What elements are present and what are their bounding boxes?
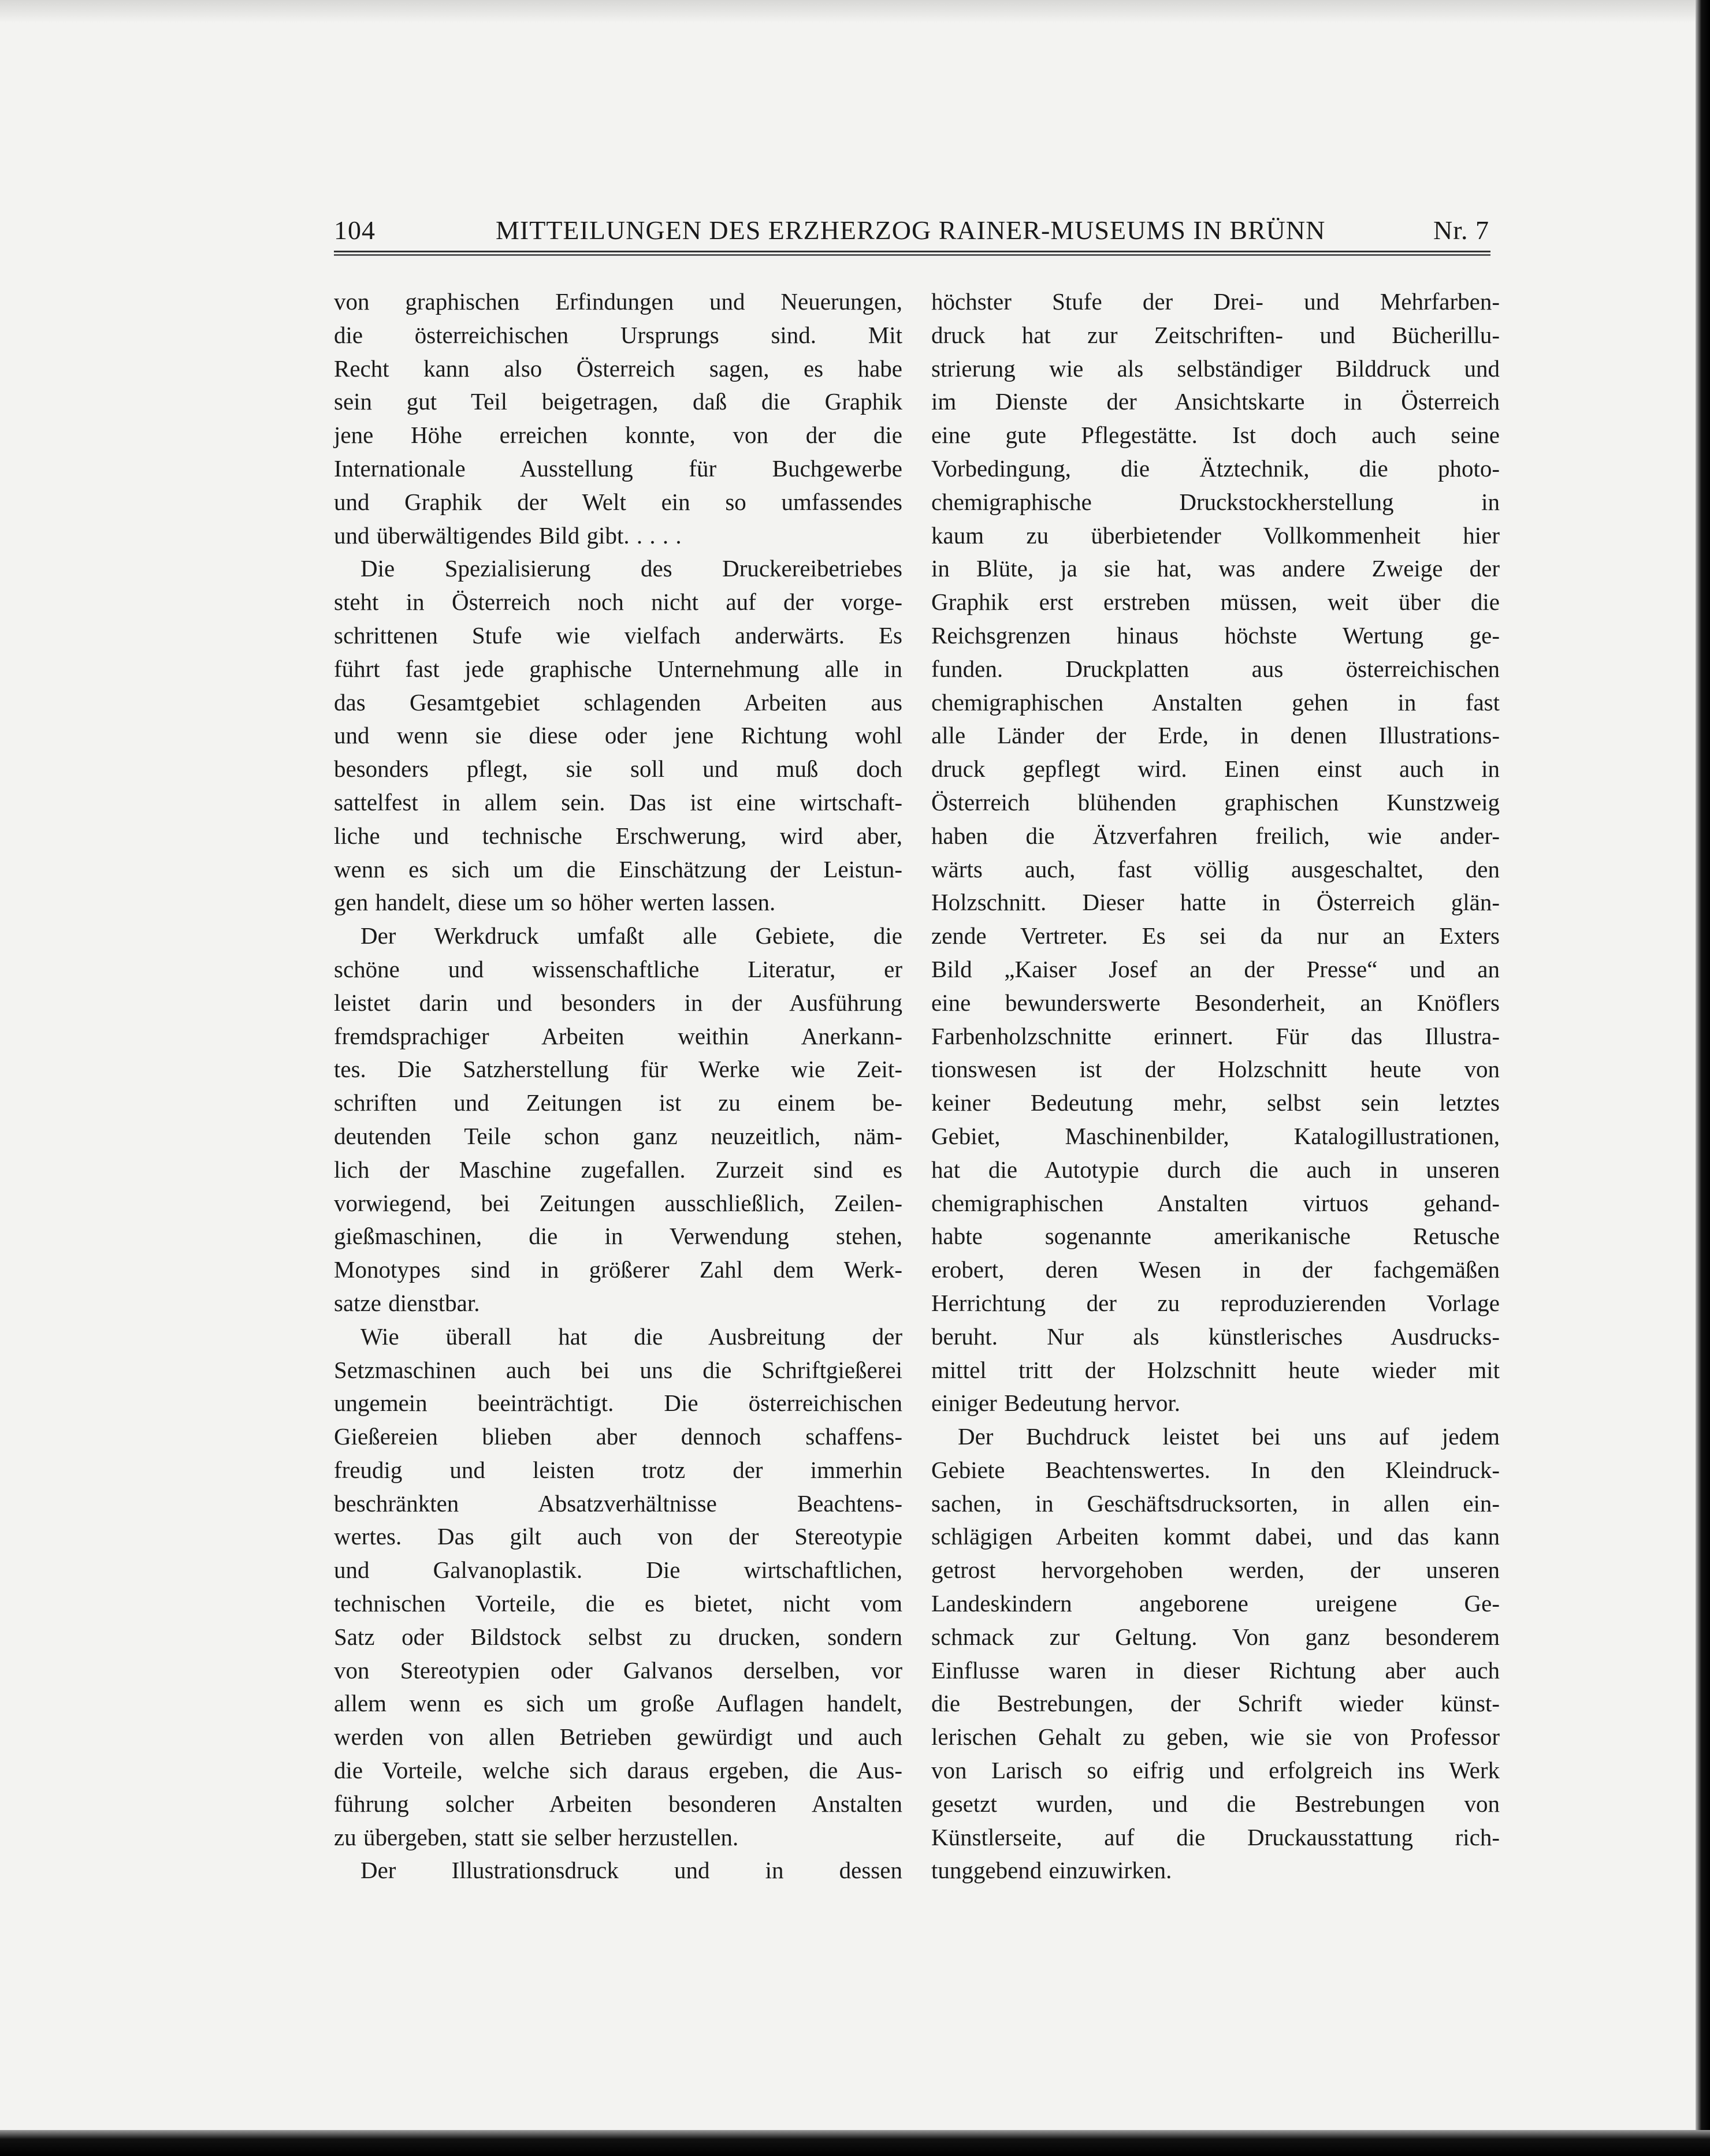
text-line: tes. Die Satzherstellung für Werke wie Zeit- bbox=[334, 1056, 902, 1083]
text-line: Künstlerseite, auf die Druckausstattung rich- bbox=[931, 1823, 1500, 1850]
text-line: sattelfest in allem sein. Das ist eine wirtschaft- bbox=[334, 788, 902, 816]
text-line: lerischen Gehalt zu geben, wie sie von Professor bbox=[931, 1723, 1500, 1751]
text-line: die österreichischen Ursprungs sind. Mit bbox=[334, 321, 902, 348]
text-line: gesetzt wurden, und die Bestrebungen von bbox=[931, 1790, 1500, 1817]
text-line: leistet darin und besonders in der Ausführung bbox=[334, 989, 902, 1016]
text-line: beschränkten Absatzverhältnisse Beachtens- bbox=[334, 1490, 902, 1517]
page-number: 104 bbox=[334, 215, 376, 245]
text-line: beruht. Nur als künstlerisches Ausdrucks- bbox=[931, 1323, 1500, 1350]
text-line: sachen, in Geschäftsdrucksorten, in allen ein- bbox=[931, 1490, 1500, 1517]
text-line: führt fast jede graphische Unternehmung alle in bbox=[334, 655, 902, 682]
text-line: deutenden Teile schon ganz neuzeitlich, näm- bbox=[334, 1122, 902, 1149]
text-line: Bild „Kaiser Josef an der Presse“ und an bbox=[931, 955, 1500, 982]
text-line: das Gesamtgebiet schlagenden Arbeiten aus bbox=[334, 688, 902, 716]
text-line: Internationale Ausstellung für Buchgewerbe bbox=[334, 455, 902, 482]
text-line: im Dienste der Ansichtskarte in Österreich bbox=[931, 388, 1500, 415]
text-line: strierung wie als selbständiger Bilddruck und bbox=[931, 355, 1500, 382]
text-line: fremdsprachiger Arbeiten weithin Anerkann- bbox=[334, 1022, 902, 1049]
text-line: werden von allen Betrieben gewürdigt und auch bbox=[334, 1723, 902, 1751]
text-line: getrost hervorgehoben werden, der unseren bbox=[931, 1557, 1500, 1584]
text-line: schrittenen Stufe wie vielfach anderwärts. Es bbox=[334, 621, 902, 649]
text-line: allem wenn es sich um große Auflagen handelt, bbox=[334, 1690, 902, 1717]
text-line: wenn es sich um die Einschätzung der Leistun- bbox=[334, 855, 902, 882]
journal-title: MITTEILUNGEN DES ERZHERZOG RAINER-MUSEUMS IN BRÜNN bbox=[496, 215, 1326, 245]
text-line: technischen Vorteile, die es bietet, nicht vom bbox=[334, 1590, 902, 1617]
text-line: Landeskindern angeborene ureigene Ge- bbox=[931, 1590, 1500, 1617]
text-line: zende Vertreter. Es sei da nur an Exters bbox=[931, 922, 1500, 949]
text-line: Herrichtung der zu reproduzierenden Vorlage bbox=[931, 1289, 1500, 1316]
text-line: Satz oder Bildstock selbst zu drucken, sondern bbox=[334, 1623, 902, 1650]
text-line: druck hat zur Zeitschriften- und Bücherillu- bbox=[931, 321, 1500, 348]
text-line: höchster Stufe der Drei- und Mehrfarben- bbox=[931, 288, 1500, 315]
header-double-rule bbox=[334, 251, 1490, 256]
right-text-column bbox=[931, 285, 1500, 1887]
text-line: Gießereien blieben aber dennoch schaffens- bbox=[334, 1423, 902, 1450]
text-line: erobert, deren Wesen in der fachgemäßen bbox=[931, 1256, 1500, 1283]
text-line: Gebiet, Maschinenbilder, Katalogillustrationen, bbox=[931, 1122, 1500, 1149]
text-line: eine bewunderswerte Besonderheit, an Knöflers bbox=[931, 989, 1500, 1016]
text-line: alle Länder der Erde, in denen Illustrations- bbox=[931, 722, 1500, 749]
text-line: von Stereotypien oder Galvanos derselben, vor bbox=[334, 1656, 902, 1684]
text-line: Recht kann also Österreich sagen, es habe bbox=[334, 355, 902, 382]
text-line: wärts auch, fast völlig ausgeschaltet, den bbox=[931, 855, 1500, 882]
text-line: Der Buchdruck leistet bei uns auf jedem bbox=[958, 1423, 1500, 1450]
text-line: von Larisch so eifrig und erfolgreich ins Werk bbox=[931, 1757, 1500, 1784]
text-line: liche und technische Erschwerung, wird aber, bbox=[334, 822, 902, 849]
text-line: schriften und Zeitungen ist zu einem be- bbox=[334, 1089, 902, 1116]
text-line: vorwiegend, bei Zeitungen ausschließlich, Zeilen- bbox=[334, 1189, 902, 1216]
text-line: Vorbedingung, die Ätztechnik, die photo- bbox=[931, 455, 1500, 482]
text-line: schlägigen Arbeiten kommt dabei, und das kann bbox=[931, 1523, 1500, 1550]
text-line: haben die Ätzverfahren freilich, wie ander- bbox=[931, 822, 1500, 849]
text-line: tionswesen ist der Holzschnitt heute von bbox=[931, 1056, 1500, 1083]
text-line: jene Höhe erreichen konnte, von der die bbox=[334, 422, 902, 449]
text-line: mittel tritt der Holzschnitt heute wieder mit bbox=[931, 1356, 1500, 1383]
text-line: zu übergeben, statt sie selber herzustellen. bbox=[334, 1823, 739, 1850]
text-line: satze dienstbar. bbox=[334, 1289, 480, 1316]
text-line: hat die Autotypie durch die auch in unseren bbox=[931, 1156, 1500, 1183]
text-line: Graphik erst erstreben müssen, weit über die bbox=[931, 589, 1500, 616]
text-line: druck gepflegt wird. Einen einst auch in bbox=[931, 755, 1500, 783]
text-line: Wie überall hat die Ausbreitung der bbox=[360, 1323, 902, 1350]
text-line: steht in Österreich noch nicht auf der vorge- bbox=[334, 589, 902, 616]
text-line: die Bestrebungen, der Schrift wieder künst- bbox=[931, 1690, 1500, 1717]
text-line: Farbenholzschnitte erinnert. Für das Illustra- bbox=[931, 1022, 1500, 1049]
text-line: Setzmaschinen auch bei uns die Schriftgießerei bbox=[334, 1356, 902, 1383]
text-line: chemigraphischen Anstalten virtuos gehand- bbox=[931, 1189, 1500, 1216]
scan-bottom-border bbox=[0, 2130, 1710, 2156]
text-line: Reichsgrenzen hinaus höchste Wertung ge- bbox=[931, 621, 1500, 649]
text-line: wertes. Das gilt auch von der Stereotypie bbox=[334, 1523, 902, 1550]
text-line: chemigraphischen Anstalten gehen in fast bbox=[931, 688, 1500, 716]
text-line: keiner Bedeutung mehr, selbst sein letztes bbox=[931, 1089, 1500, 1116]
text-line: und wenn sie diese oder jene Richtung wohl bbox=[334, 722, 902, 749]
text-line: schöne und wissenschaftliche Literatur, er bbox=[334, 955, 902, 982]
text-line: führung solcher Arbeiten besonderen Anstalten bbox=[334, 1790, 902, 1817]
text-line: von graphischen Erfindungen und Neuerungen, bbox=[334, 288, 902, 315]
issue-number: Nr. 7 bbox=[1433, 215, 1489, 245]
scan-right-border bbox=[1696, 0, 1710, 2156]
text-line: und Graphik der Welt ein so umfassendes bbox=[334, 488, 902, 515]
text-line: funden. Druckplatten aus österreichischen bbox=[931, 655, 1500, 682]
text-line: tunggebend einzuwirken. bbox=[931, 1857, 1172, 1884]
text-line: chemigraphische Druckstockherstellung in bbox=[931, 488, 1500, 515]
text-line: Der Werkdruck umfaßt alle Gebiete, die bbox=[360, 922, 902, 949]
text-line: schmack zur Geltung. Von ganz besonderem bbox=[931, 1623, 1500, 1650]
text-line: kaum zu überbietender Vollkommenheit hier bbox=[931, 522, 1500, 549]
running-header bbox=[334, 215, 1489, 251]
text-line: sein gut Teil beigetragen, daß die Graphik bbox=[334, 388, 902, 415]
text-line: Österreich blühenden graphischen Kunstzweig bbox=[931, 788, 1500, 816]
text-line: Die Spezialisierung des Druckereibetriebes bbox=[360, 555, 902, 582]
text-line: Holzschnitt. Dieser hatte in Österreich glän- bbox=[931, 889, 1500, 916]
text-line: Monotypes sind in größerer Zahl dem Werk- bbox=[334, 1256, 902, 1283]
text-line: einiger Bedeutung hervor. bbox=[931, 1390, 1180, 1417]
text-line: eine gute Pflegestätte. Ist doch auch seine bbox=[931, 422, 1500, 449]
text-line: Gebiete Beachtenswertes. In den Kleindruck- bbox=[931, 1456, 1500, 1483]
text-line: Einflusse waren in dieser Richtung aber auch bbox=[931, 1656, 1500, 1684]
text-line: in Blüte, ja sie hat, was andere Zweige der bbox=[931, 555, 1500, 582]
text-line: die Vorteile, welche sich daraus ergeben, die Aus- bbox=[334, 1757, 902, 1784]
text-line: ungemein beeinträchtigt. Die österreichischen bbox=[334, 1390, 902, 1417]
text-line: gießmaschinen, die in Verwendung stehen, bbox=[334, 1223, 902, 1250]
text-line: Der Illustrationsdruck und in dessen bbox=[360, 1857, 902, 1884]
left-text-column bbox=[334, 285, 902, 1887]
text-line: besonders pflegt, sie soll und muß doch bbox=[334, 755, 902, 783]
scan-top-shadow bbox=[0, 0, 1710, 23]
text-line: lich der Maschine zugefallen. Zurzeit sind es bbox=[334, 1156, 902, 1183]
text-line: und Galvanoplastik. Die wirtschaftlichen, bbox=[334, 1557, 902, 1584]
text-line: und überwältigendes Bild gibt. . . . . bbox=[334, 522, 682, 549]
text-line: freudig und leisten trotz der immerhin bbox=[334, 1456, 902, 1483]
text-line: gen handelt, diese um so höher werten lassen. bbox=[334, 889, 776, 916]
text-line: habte sogenannte amerikanische Retusche bbox=[931, 1223, 1500, 1250]
